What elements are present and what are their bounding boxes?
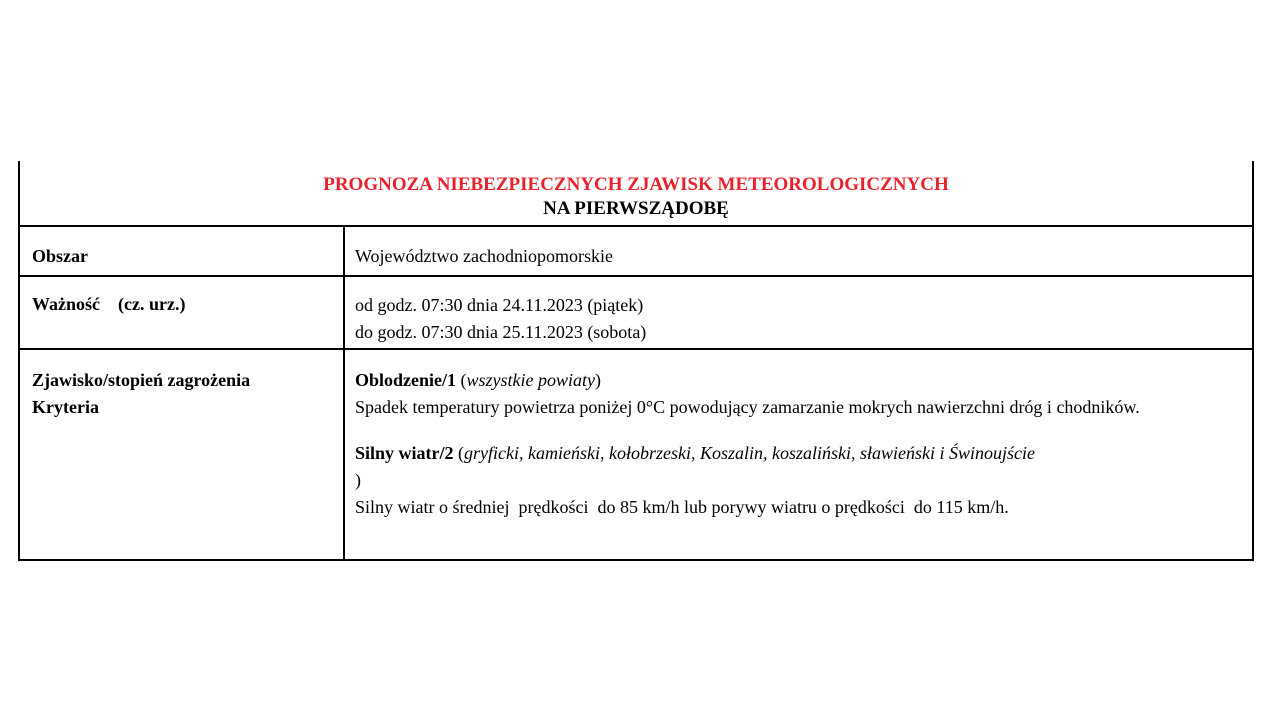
validity-label-suffix: (cz. urz.) — [118, 294, 186, 314]
warning2-scope-open: ( — [458, 443, 465, 463]
warning1-scope-open: ( — [460, 370, 467, 390]
warning1-scope: wszystkie powiaty — [466, 370, 596, 390]
warning2-criteria: Silny wiatr o średniej prędkości do 85 km/h lub porywy wiatru o prędkości do 115 km/h. — [355, 497, 1009, 517]
phenomenon-value — [355, 367, 1240, 521]
validity-to: do godz. 07:30 dnia 25.11.2023 (sobota) — [355, 322, 647, 342]
table-border-left — [18, 161, 20, 561]
warning2-scope: gryficki, kamieński, kołobrzeski, Koszalin, koszaliński, sławieński i Świnoujście — [464, 443, 1035, 463]
warning1-heading — [355, 367, 1240, 394]
validity-value — [355, 292, 1240, 346]
validity-label-main: Ważność — [32, 294, 101, 314]
warning2-name: Silny wiatr/2 — [355, 443, 454, 463]
document-title — [18, 173, 1254, 221]
warning1-scope-close: ) — [595, 370, 602, 390]
table-border-right — [1252, 161, 1254, 561]
phenomenon-label — [32, 367, 250, 421]
warning-document — [18, 161, 1254, 561]
warning1-name: Oblodzenie/1 — [355, 370, 457, 390]
table-border-bottom — [18, 559, 1254, 561]
row-divider — [18, 348, 1254, 350]
title-line-1: PROGNOZA NIEBEZPIECZNYCH ZJAWISK METEOROLOGICZNYCH — [323, 174, 949, 195]
warning1-criteria: Spadek temperatury powietrza poniżej 0°C powodujący zamarzanie mokrych nawierzchni dróg i chodników. — [355, 397, 1140, 417]
column-divider — [343, 227, 345, 561]
warning2-scope-close: ) — [355, 470, 361, 490]
area-value: Województwo zachodniopomorskie — [355, 246, 613, 266]
validity-from: od godz. 07:30 dnia 24.11.2023 (piątek) — [355, 295, 644, 315]
area-label: Obszar — [32, 246, 88, 266]
validity-label — [32, 291, 185, 318]
phenomenon-label-line2: Kryteria — [32, 397, 99, 417]
row-divider — [18, 225, 1254, 227]
row-divider — [18, 275, 1254, 277]
warning2-heading — [355, 440, 1240, 494]
title-line-2: NA PIERWSZĄDOBĘ — [543, 198, 729, 219]
phenomenon-label-line1: Zjawisko/stopień zagrożenia — [32, 370, 251, 390]
